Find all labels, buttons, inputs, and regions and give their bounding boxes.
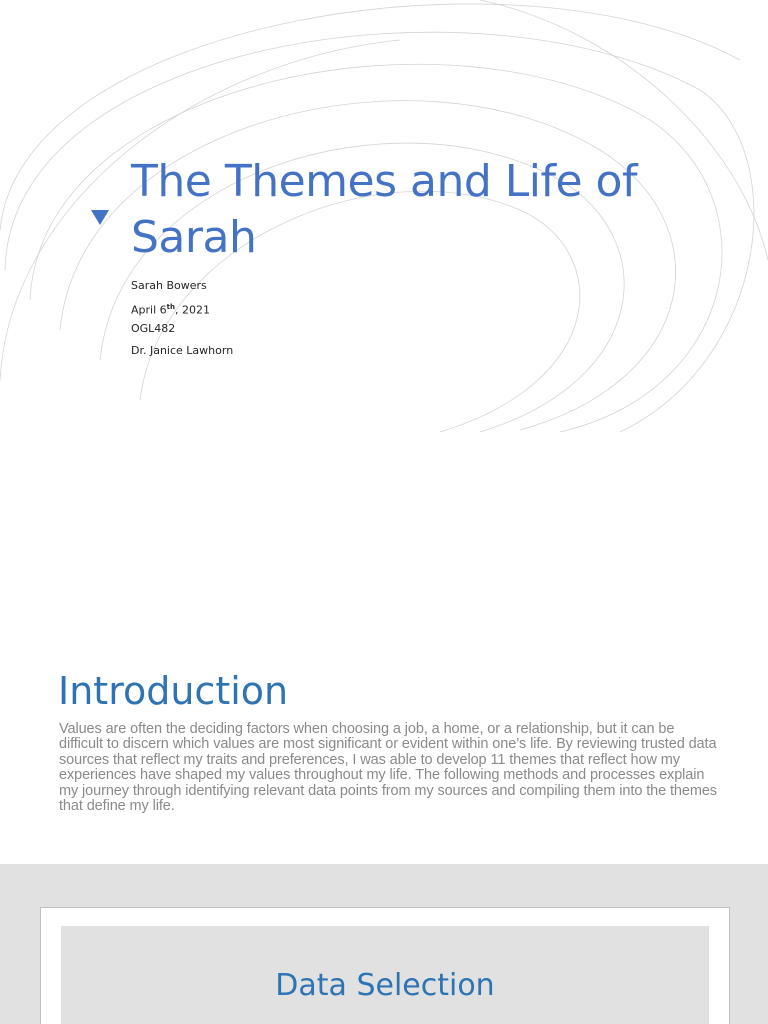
date-suffix: , 2021	[174, 303, 210, 317]
introduction-body: Values are often the deciding factors when choosing a job, a home, or a relationship, but it can be difficult to discern which values are most significant or evident within one’s life. By reviewing trusted data sources that reflect my traits and preferences, I was able to develop 11 themes that reflect how my experiences have shaped my values throughout my life. The following methods and processes explain my journey through identifying relevant data points from my sources and compiling them into the themes that define my life.	[59, 721, 717, 815]
title-line-2: Sarah	[131, 212, 257, 263]
slide-card-inner	[61, 926, 709, 1024]
date-prefix: April 6	[131, 303, 167, 317]
data-selection-slide	[0, 864, 768, 1024]
presentation-date	[131, 300, 210, 318]
instructor-name: Dr. Janice Lawhorn	[131, 344, 234, 357]
introduction-heading: Introduction	[58, 669, 289, 713]
slide-card	[40, 907, 730, 1024]
course-code: OGL482	[131, 322, 176, 335]
title-line-1: The Themes and Life of	[131, 156, 637, 207]
date-ordinal: th	[166, 303, 175, 311]
triangle-down-icon	[91, 210, 109, 225]
introduction-slide	[0, 432, 768, 864]
author-name: Sarah Bowers	[131, 279, 207, 292]
presentation-title	[131, 154, 691, 266]
data-selection-heading: Data Selection	[275, 968, 495, 1003]
title-slide	[0, 0, 768, 432]
